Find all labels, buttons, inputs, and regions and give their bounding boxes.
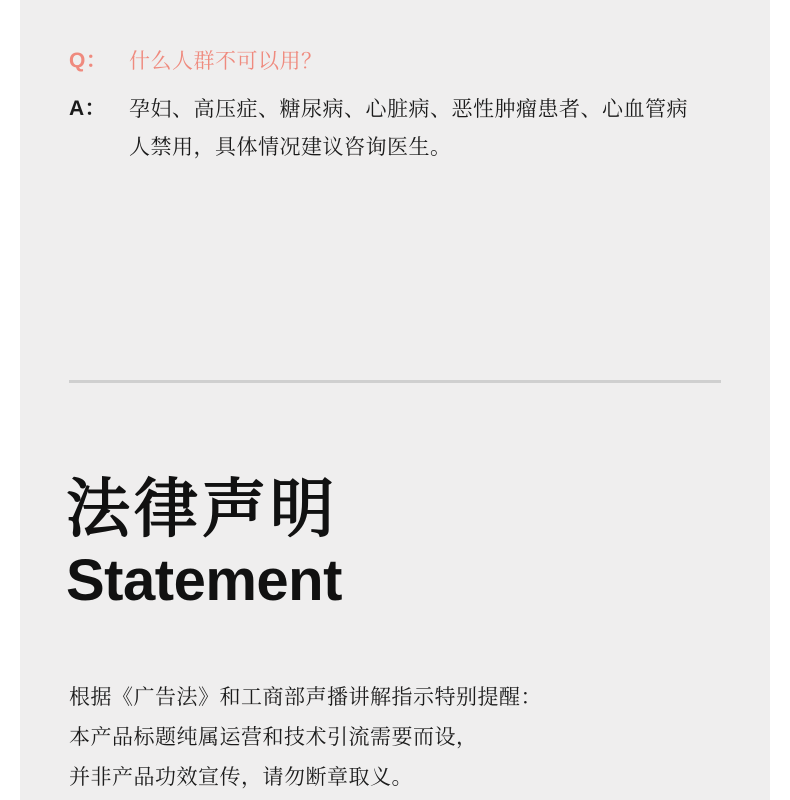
answer-text: 孕妇、高压症、糖尿病、心脏病、恶性肿瘤患者、心血管病人禁用，具体情况建议咨询医生。 [129, 97, 688, 159]
faq-question [69, 42, 323, 80]
legal-title-en: Statement [66, 548, 342, 613]
statement-line: 并非产品功效宣传，请勿断章取义。 [69, 765, 413, 789]
question-text: 什么人群不可以用？ [129, 49, 323, 73]
section-divider [69, 380, 721, 383]
question-prefix: Q： [69, 49, 108, 72]
answer-prefix: A： [69, 97, 107, 120]
statement-line: 本产品标题纯属运营和技术引流需要而设， [69, 725, 478, 749]
faq-answer [69, 90, 709, 166]
legal-title-cn: 法律声明 [66, 473, 338, 547]
legal-statement [69, 677, 709, 797]
statement-line: 根据《广告法》和工商部声播讲解指示特别提醒： [69, 685, 542, 709]
